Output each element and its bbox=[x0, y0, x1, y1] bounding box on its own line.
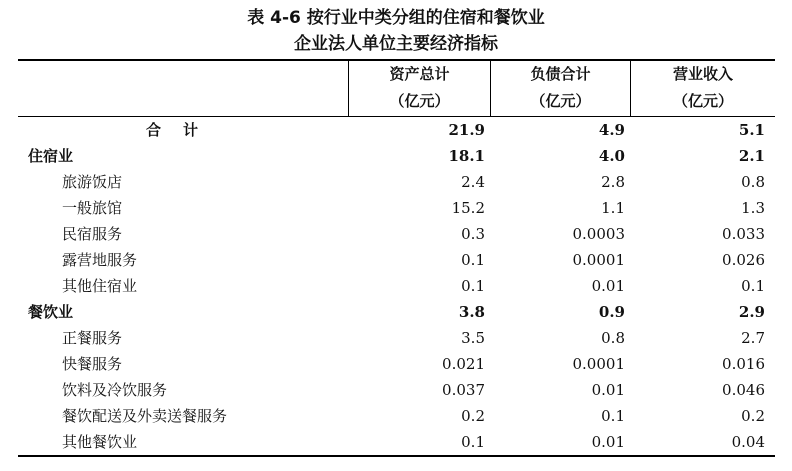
table-row bbox=[0, 429, 792, 455]
assets-value: 0.1 bbox=[461, 433, 485, 451]
assets-value: 3.5 bbox=[461, 329, 485, 347]
table-row bbox=[0, 195, 792, 221]
revenue-value: 0.1 bbox=[741, 277, 765, 295]
row-label: 其他住宿业 bbox=[62, 277, 138, 295]
assets-value: 15.2 bbox=[451, 199, 485, 217]
revenue-value: 5.1 bbox=[738, 121, 765, 139]
row-label: 其他餐饮业 bbox=[62, 433, 138, 451]
row-label: 露营地服务 bbox=[62, 251, 138, 269]
column-header-name: 营业收入 bbox=[672, 65, 733, 83]
assets-value: 0.037 bbox=[442, 381, 485, 399]
table-row-group bbox=[0, 299, 792, 325]
liabilities-value: 0.01 bbox=[591, 433, 625, 451]
row-label: 餐饮业 bbox=[28, 303, 74, 321]
assets-value: 0.3 bbox=[461, 225, 485, 243]
assets-value: 3.8 bbox=[458, 303, 485, 321]
table-row bbox=[0, 169, 792, 195]
bottom-rule bbox=[18, 455, 775, 457]
table-row bbox=[0, 325, 792, 351]
table-title: 表 4-6 按行业中类分组的住宿和餐饮业 bbox=[247, 8, 545, 28]
row-label: 合计 bbox=[145, 121, 220, 139]
liabilities-value: 4.9 bbox=[598, 121, 625, 139]
row-label: 快餐服务 bbox=[62, 355, 123, 373]
row-label: 民宿服务 bbox=[62, 225, 123, 243]
liabilities-value: 0.1 bbox=[601, 407, 625, 425]
revenue-value: 2.1 bbox=[738, 147, 765, 165]
liabilities-value: 0.9 bbox=[598, 303, 625, 321]
assets-value: 0.2 bbox=[461, 407, 485, 425]
revenue-value: 2.7 bbox=[741, 329, 765, 347]
revenue-value: 0.016 bbox=[722, 355, 765, 373]
table-row bbox=[0, 247, 792, 273]
revenue-value: 0.2 bbox=[741, 407, 765, 425]
assets-value: 18.1 bbox=[448, 147, 485, 165]
column-header-unit: （亿元） bbox=[530, 92, 591, 110]
liabilities-value: 1.1 bbox=[601, 199, 625, 217]
table-row bbox=[0, 403, 792, 429]
assets-value: 0.1 bbox=[461, 277, 485, 295]
liabilities-value: 0.0001 bbox=[572, 355, 625, 373]
column-header-assets bbox=[349, 61, 490, 116]
revenue-value: 1.3 bbox=[741, 199, 765, 217]
liabilities-value: 0.01 bbox=[591, 277, 625, 295]
revenue-value: 0.8 bbox=[741, 173, 765, 191]
assets-value: 0.021 bbox=[442, 355, 485, 373]
row-label: 旅游饭店 bbox=[62, 173, 123, 191]
row-label: 餐饮配送及外卖送餐服务 bbox=[62, 407, 228, 425]
column-header-revenue bbox=[631, 61, 775, 116]
column-header-unit: （亿元） bbox=[672, 92, 733, 110]
row-label: 正餐服务 bbox=[62, 329, 123, 347]
row-label: 住宿业 bbox=[28, 147, 74, 165]
revenue-value: 0.04 bbox=[731, 433, 765, 451]
liabilities-value: 0.01 bbox=[591, 381, 625, 399]
assets-value: 0.1 bbox=[461, 251, 485, 269]
assets-value: 21.9 bbox=[448, 121, 485, 139]
revenue-value: 2.9 bbox=[738, 303, 765, 321]
liabilities-value: 4.0 bbox=[598, 147, 625, 165]
revenue-value: 0.026 bbox=[722, 251, 765, 269]
column-header-liabilities bbox=[491, 61, 630, 116]
table-subtitle: 企业法人单位主要经济指标 bbox=[294, 34, 498, 54]
column-header-name: 资产总计 bbox=[389, 65, 450, 83]
assets-value: 2.4 bbox=[461, 173, 485, 191]
table-row-total bbox=[0, 117, 792, 143]
row-label: 饮料及冷饮服务 bbox=[62, 381, 168, 399]
column-header-unit: （亿元） bbox=[389, 92, 450, 110]
column-header-name: 负债合计 bbox=[530, 65, 591, 83]
table-row-group bbox=[0, 143, 792, 169]
liabilities-value: 0.0001 bbox=[572, 251, 625, 269]
liabilities-value: 2.8 bbox=[601, 173, 625, 191]
table-row bbox=[0, 273, 792, 299]
table-row bbox=[0, 221, 792, 247]
revenue-value: 0.033 bbox=[722, 225, 765, 243]
revenue-value: 0.046 bbox=[722, 381, 765, 399]
table-row bbox=[0, 351, 792, 377]
liabilities-value: 0.0003 bbox=[572, 225, 625, 243]
row-label: 一般旅馆 bbox=[62, 199, 123, 217]
table-row bbox=[0, 377, 792, 403]
liabilities-value: 0.8 bbox=[601, 329, 625, 347]
